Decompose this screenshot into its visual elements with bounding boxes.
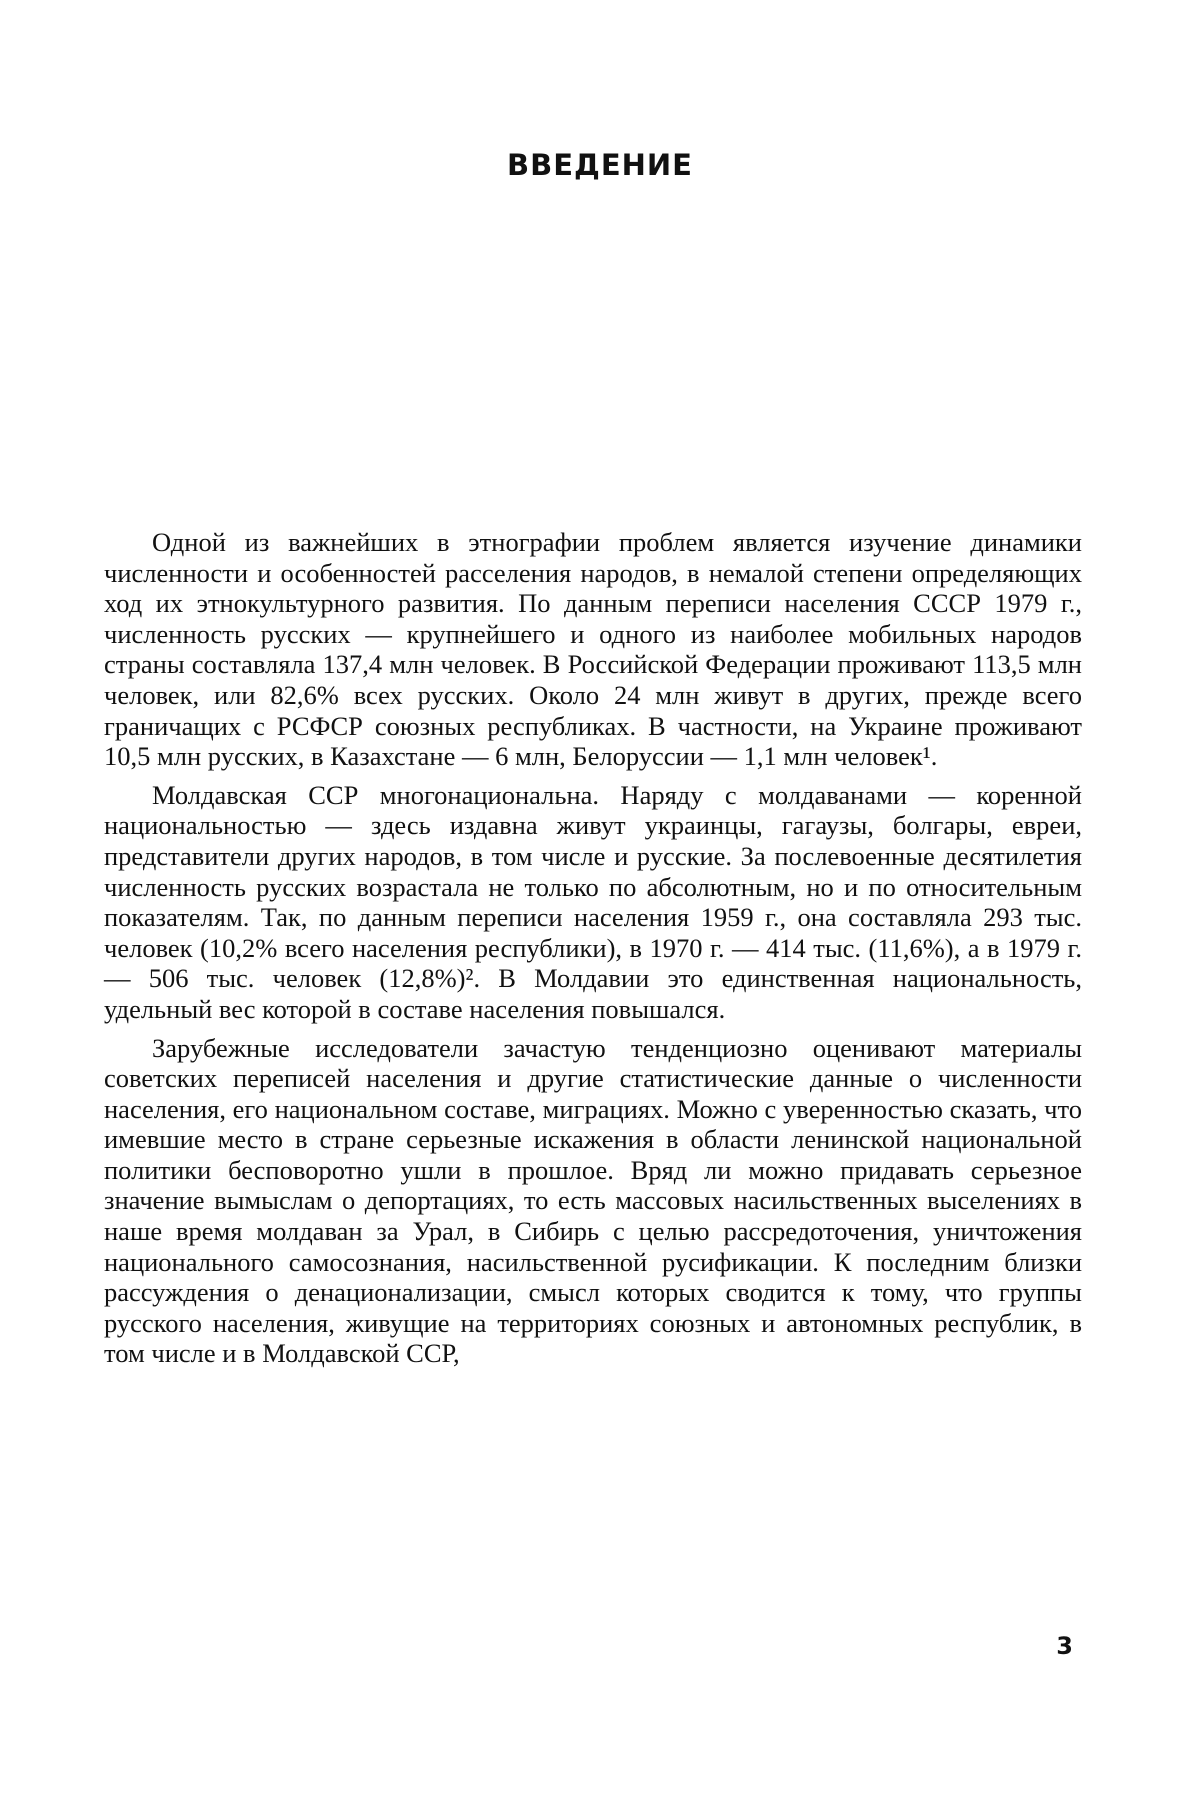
- paragraph: Молдавская ССР многонациональна. Наряду с молдаванами — коренной национальностью — здесь издавна живут украинцы, гагаузы, болгары, евреи, представители других народов, в том числе и русские. За послевоенные десятилетия численность русских возрастала не только по абсолютным, но и по относительным показателям. Так, по данным переписи населения 1959 г., она составляла 293 тыс. человек (10,2% всего населения республики), в 1970 г. — 414 тыс. (11,6%), а в 1979 г. — 506 тыс. человек (12,8%)². В Молдавии это единственная национальность, удельный вес которой в составе населения повышался.: [104, 779, 1082, 1024]
- paragraph: Одной из важнейших в этнографии проблем является изучение динамики численности и особенностей расселения народов, в немалой степени определяющих ход их этнокультурного развития. По данным переписи населения СССР 1979 г., численность русских — крупнейшего и одного из наиболее мобильных народов страны составляла 137,4 млн человек. В Российской Федерации проживают 113,5 млн человек, или 82,6% всех русских. Около 24 млн живут в других, прежде всего граничащих с РСФСР союзных республиках. В частности, на Украине проживают 10,5 млн русских, в Казахстане — 6 млн, Белоруссии — 1,1 млн человек¹.: [104, 527, 1082, 772]
- body-text: [104, 527, 1082, 1369]
- page-title: ВВЕДЕНИЕ: [506, 148, 693, 182]
- page-number: 3: [1056, 1632, 1073, 1660]
- paragraph: Зарубежные исследователи зачастую тенденциозно оценивают материалы советских переписей населения и другие статистические данные о численности населения, его национальном составе, миграциях. Можно с уверенностью сказать, что имевшие место в стране серьезные искажения в области ленинской национальной политики бесповоротно ушли в прошлое. Вряд ли можно придавать серьезное значение вымыслам о депортациях, то есть массовых насильственных выселениях в наше время молдаван за Урал, в Сибирь с целью рассредоточения, уничтожения национального самосознания, насильственной русификации. К последним близки рассуждения о денационализации, смысл которых сводится к тому, что группы русского населения, живущие на территориях союзных и автономных республик, в том числе и в Молдавской ССР,: [104, 1032, 1082, 1369]
